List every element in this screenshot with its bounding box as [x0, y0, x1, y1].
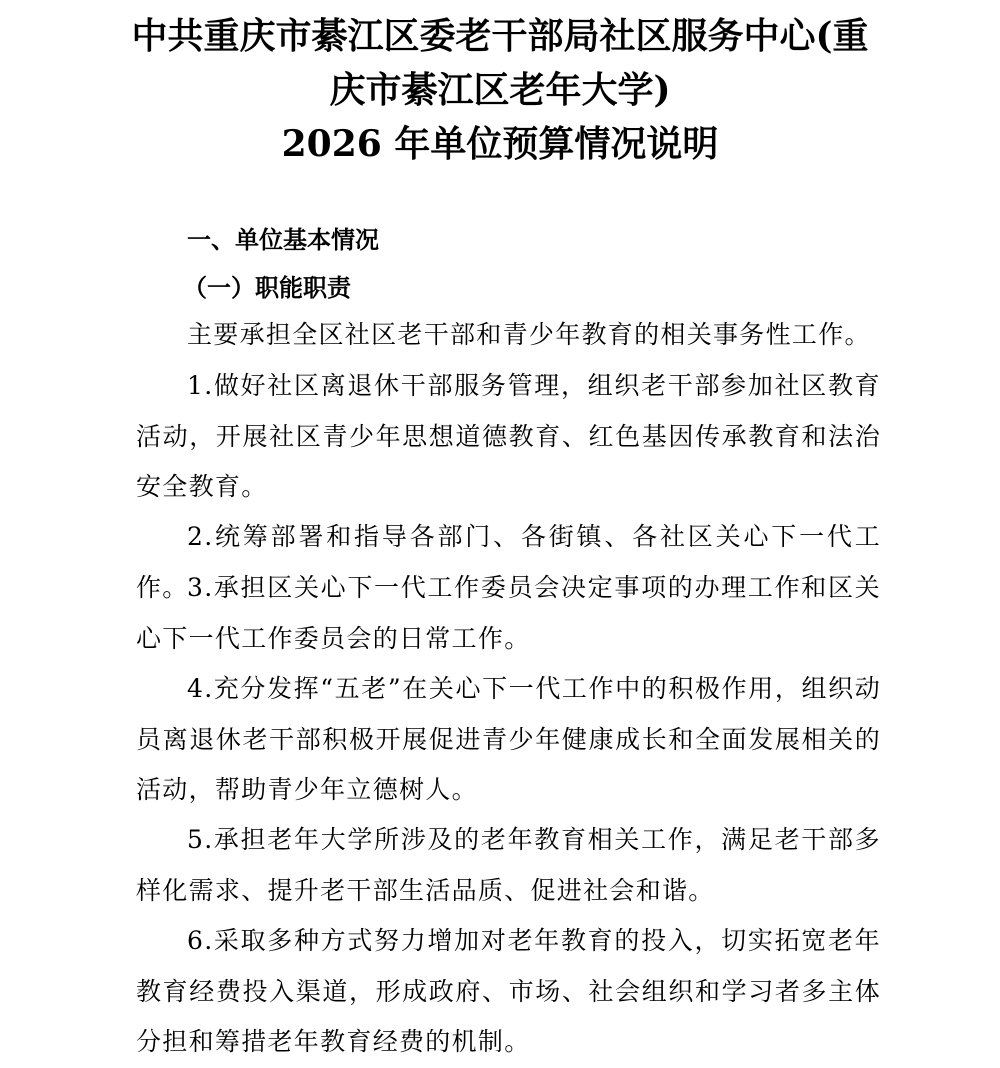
- paragraph-item-3: 3.承担区关心下一代工作委员会决定事项的办理工作和区关心下一代工作委员会的日常工作。: [136, 573, 881, 653]
- paragraph-item-2: 2.统筹部署和指导各部门、各街镇、各社区关心下一代工作。: [136, 522, 881, 602]
- paragraph-item-6: 6.采取多种方式努力增加对老年教育的投入，切实拓宽老年教育经费投入渠道，形成政府、市场、社会组织和学习者多主体分担和筹措老年教育经费的机制。: [136, 926, 881, 1056]
- document-title-line-3: 2026 年单位预算情况说明: [281, 123, 719, 165]
- paragraph-intro: 主要承担全区社区老干部和青少年教育的相关事务性工作。: [187, 320, 871, 349]
- paragraph-item-1: 1.做好社区离退休干部服务管理，组织老干部参加社区教育活动，开展社区青少年思想道德教育、红色基因传承教育和法治安全教育。: [136, 371, 881, 501]
- paragraph-item-5: 5.承担老年大学所涉及的老年教育相关工作，满足老干部多样化需求、提升老干部生活品质、促进社会和谐。: [136, 825, 881, 905]
- document-title-line-2: 庆市綦江区老年大学): [329, 69, 671, 111]
- document-title-line-1: 中共重庆市綦江区委老干部局社区服务中心(重: [131, 15, 869, 57]
- paragraph-item-4: 4.充分发挥“五老”在关心下一代工作中的积极作用，组织动员离退休老干部积极开展促进青少年健康成长和全面发展相关的活动，帮助青少年立德树人。: [136, 674, 881, 804]
- section-heading: 一、单位基本情况: [187, 226, 379, 254]
- subsection-heading: （一）职能职责: [183, 273, 351, 302]
